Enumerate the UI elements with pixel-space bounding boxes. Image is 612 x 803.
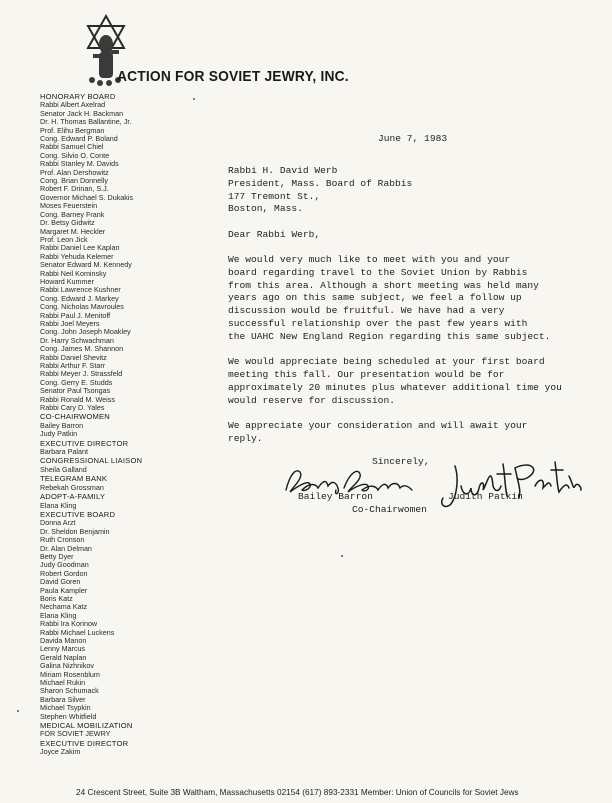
- sidebar-member-name: Cong. Edward J. Markey: [40, 293, 119, 303]
- sidebar-member-name: Rabbi Arthur F. Starr: [40, 361, 106, 370]
- sidebar-section: [40, 475, 190, 492]
- sidebar-member-name: Donna Arzt: [40, 518, 76, 528]
- sidebar-member-name: Michael Rukin: [40, 678, 86, 688]
- sidebar-member-name: Betty Dyer: [40, 551, 74, 561]
- sidebar-member-name: Rebekah Grossman: [40, 482, 104, 492]
- sidebar-heading: EXECUTIVE BOARD: [40, 509, 116, 519]
- sidebar-heading: EXECUTIVE DIRECTOR: [40, 738, 129, 748]
- paper-speck: [17, 710, 19, 712]
- sidebar-member-name: Sharon Schumack: [40, 686, 99, 696]
- sidebar-member-name: Cong. John Joseph Moakley: [40, 327, 131, 337]
- sidebar-member-name: Rabbi Daniel Shevitz: [40, 352, 107, 362]
- sidebar-member-name: Rabbi Stanley M. Davids: [40, 159, 119, 169]
- sidebar-member-name: Robert Gordon: [40, 568, 88, 578]
- paper-speck: [193, 98, 195, 100]
- sidebar-section: [40, 440, 190, 457]
- sidebar-member-name: Judy Patkin: [40, 429, 78, 439]
- sidebar-member-name: Rabbi Cary D. Yales: [40, 403, 105, 413]
- sidebar-member-name: Robert F. Drinan, S.J.: [40, 184, 109, 194]
- sidebar-member-name: Stephen Whitfield: [40, 711, 97, 721]
- sidebar-heading: ADOPT-A-FAMILY: [40, 492, 106, 502]
- org-name: ACTION FOR SOVIET JEWRY, INC.: [117, 68, 349, 85]
- sidebar-member-name: Rabbi Ira Korinow: [40, 619, 98, 629]
- sidebar-member-name: Elana Kling: [40, 500, 77, 510]
- sidebar-member-name: Rabbi Meyer J. Strassfeld: [40, 369, 123, 379]
- closing: Sincerely,: [372, 456, 430, 467]
- sidebar-member-name: Senator Edward M. Kennedy: [40, 260, 132, 270]
- letter-date: June 7, 1983: [378, 133, 448, 144]
- sidebar-section: [40, 93, 190, 412]
- address-line: Boston, Mass.: [228, 203, 303, 215]
- sidebar-member-name: Galina Nizhnikov: [40, 661, 94, 671]
- signatory-title: Co-Chairwomen: [352, 504, 427, 515]
- sidebar-member-name: Gerald Naplan: [40, 652, 87, 662]
- sidebar-member-name: Nechama Katz: [40, 602, 88, 612]
- sidebar-section: [40, 722, 190, 739]
- sidebar-section: [40, 413, 190, 438]
- sidebar-member-name: FOR SOVIET JEWRY: [40, 729, 111, 739]
- footer-address: 24 Crescent Street, Suite 3B Waltham, Massachusetts 02154 (617) 893-2331 Member: Union of Councils for Soviet Jews: [76, 787, 519, 797]
- paragraph: We appreciate your consideration and will await your reply.: [228, 420, 528, 445]
- sidebar-member-name: Rabbi Paul J. Menitoff: [40, 310, 111, 320]
- sidebar-section: [40, 457, 190, 474]
- signatory-name: Judith Patkin: [448, 491, 523, 502]
- sidebar-member-name: Bailey Barron: [40, 420, 84, 430]
- paper-speck: [341, 555, 343, 557]
- sidebar-member-name: Rabbi Joel Meyers: [40, 318, 100, 328]
- sidebar-member-name: Joyce Zakim: [40, 747, 81, 757]
- sidebar-heading: CO-CHAIRWOMEN: [40, 412, 110, 422]
- sidebar-member-name: Rabbi Samuel Chiel: [40, 142, 104, 152]
- sidebar-member-name: Barbara Silver: [40, 694, 86, 704]
- sidebar-member-name: Cong. Gerry E. Studds: [40, 377, 113, 387]
- sidebar-member-name: Rabbi Yehuda Kelemer: [40, 251, 114, 261]
- sidebar-member-name: Rabbi Lawrence Kushner: [40, 285, 121, 295]
- recipient-address: [228, 165, 412, 216]
- sidebar-member-name: Cong. James M. Shannon: [40, 344, 124, 354]
- sidebar-member-name: Margaret M. Heckler: [40, 226, 106, 236]
- sidebar-member-name: Cong. Brian Donnelly: [40, 176, 108, 186]
- sidebar-member-name: Miriam Rosenblum: [40, 669, 100, 679]
- paragraph: We would very much like to meet with you and your board regarding travel to the Soviet Union by Rabbis from this area. Although a short meeting was held many years ago on this same subject, we feel a follow up discussion would be fruitful. We have had a very successful relationship over the past few years with the UAHC New England Region regarding this same subject.: [228, 254, 551, 342]
- sidebar-member-name: Rabbi Daniel Lee Kaplan: [40, 243, 120, 253]
- sidebar-member-name: Governor Michael S. Dukakis: [40, 192, 134, 202]
- sidebar-member-name: Dr. Sheldon Benjamin: [40, 526, 110, 536]
- sidebar-member-name: Lenny Marcus: [40, 644, 86, 654]
- sidebar-heading: HONORARY BOARD: [40, 92, 116, 101]
- sidebar-member-name: Senator Jack H. Backman: [40, 108, 124, 118]
- sidebar-member-name: Cong. Silvio O. Conte: [40, 150, 110, 160]
- sidebar-member-name: Dr. Betsy Gidwitz: [40, 218, 95, 228]
- sidebar-member-name: Prof. Elihu Bergman: [40, 125, 105, 135]
- signatory-name: Bailey Barron: [298, 491, 373, 502]
- sidebar-member-name: Judy Goodman: [40, 560, 89, 570]
- sidebar-member-name: Prof. Leon Jick: [40, 234, 88, 244]
- sidebar-member-name: Michael Tsypkin: [40, 703, 91, 713]
- sidebar-heading: TELEGRAM BANK: [40, 474, 108, 484]
- sidebar-member-name: Senator Paul Tsongas: [40, 386, 111, 396]
- address-line: 177 Tremont St.,: [228, 190, 321, 202]
- sidebar-member-name: Dr. Alan Delman: [40, 543, 92, 553]
- sidebar-member-name: Paula Kampler: [40, 585, 88, 595]
- sidebar-member-name: Rabbi Neil Kominsky: [40, 268, 107, 278]
- sidebar-member-name: Cong. Edward P. Boland: [40, 134, 118, 144]
- address-line: President, Mass. Board of Rabbis: [228, 177, 413, 189]
- paragraph: We would appreciate being scheduled at your first board meeting this fall. Our presentation would be for approximately 20 minutes plus whatever additional time you would reserve for discussion.: [228, 356, 562, 406]
- sidebar-member-name: Prof. Alan Dershowitz: [40, 167, 109, 177]
- bailey-barron-signature-icon: [280, 464, 420, 498]
- sidebar-member-name: Moses Feuerstein: [40, 201, 98, 211]
- sidebar-member-name: Dr. H. Thomas Ballantine, Jr.: [40, 117, 132, 127]
- address-line: Rabbi H. David Werb: [228, 165, 338, 176]
- sidebar-heading: MEDICAL MOBILIZATION: [40, 721, 133, 731]
- sidebar-member-name: Cong. Nicholas Mavroules: [40, 302, 124, 312]
- sidebar-heading: EXECUTIVE DIRECTOR: [40, 438, 129, 448]
- sidebar-member-name: David Goren: [40, 577, 81, 587]
- sidebar-member-name: Cong. Barney Frank: [40, 209, 105, 219]
- sidebar-member-name: Elana Kling: [40, 610, 77, 620]
- sidebar-member-name: Rabbi Michael Luckens: [40, 627, 115, 637]
- sidebar-section: [40, 740, 190, 757]
- salutation: Dear Rabbi Werb,: [228, 229, 321, 240]
- sidebar-member-name: Rabbi Albert Axelrad: [40, 100, 106, 110]
- sidebar-member-name: Howard Kummer: [40, 276, 94, 286]
- board-members-list: [40, 92, 190, 757]
- sidebar-member-name: Boris Katz: [40, 593, 73, 603]
- sidebar-member-name: Davida Manon: [40, 636, 87, 645]
- sidebar-member-name: Sheila Galland: [40, 464, 87, 474]
- sidebar-section: [40, 511, 190, 721]
- sidebar-heading: CONGRESSIONAL LIAISON: [40, 456, 143, 466]
- sidebar-member-name: Dr. Harry Schwachman: [40, 335, 114, 345]
- sidebar-member-name: Ruth Cronson: [40, 535, 85, 545]
- judith-patkin-signature-icon: [435, 456, 585, 514]
- body-paragraphs: [228, 254, 608, 459]
- sidebar-member-name: Rabbi Ronald M. Weiss: [40, 394, 115, 404]
- sidebar-section: [40, 493, 190, 510]
- sidebar-member-name: Barbara Palant: [40, 447, 88, 457]
